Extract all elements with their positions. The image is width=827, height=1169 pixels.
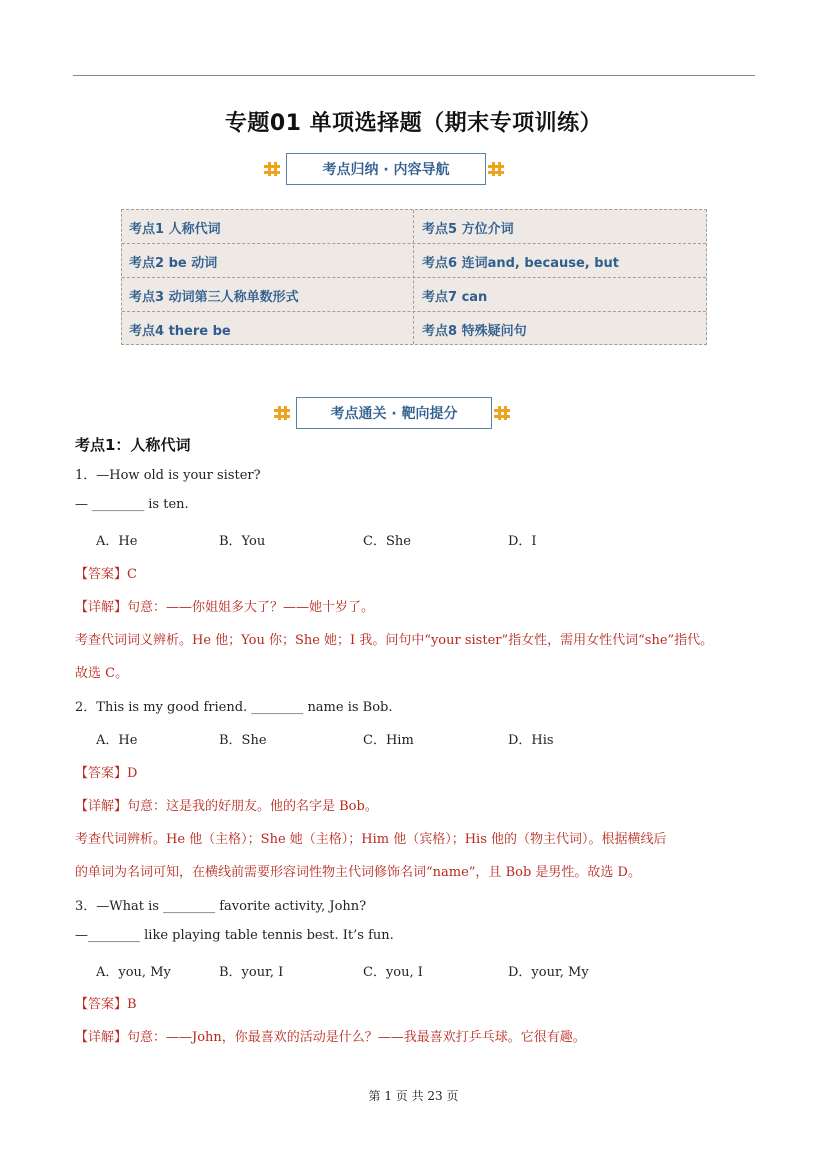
- explanation: 的单词为名词可知，在横线前需要形容词性物主代词修饰名词“name”，且 Bob 是男性。故选 D。: [75, 865, 641, 880]
- nav-item[interactable]: 考点4 there be: [129, 323, 231, 339]
- question-2-stem: 2．This is my good friend. ________ name is Bob.: [75, 700, 393, 715]
- banner-right-ornament-icon: [488, 162, 504, 176]
- nav-item[interactable]: 考点2 be 动词: [129, 255, 218, 271]
- answer: 【答案】D: [75, 766, 138, 781]
- banner-left-ornament-icon: [264, 162, 280, 176]
- option-a: A．He: [96, 733, 138, 748]
- explanation: 【详解】句意：——你姐姐多大了？——她十岁了。: [75, 600, 375, 615]
- option-b: B．your, I: [219, 965, 284, 980]
- nav-item[interactable]: 考点1 人称代词: [129, 221, 221, 237]
- content-navigation-table: [121, 209, 707, 345]
- nav-item[interactable]: 考点3 动词第三人称单数形式: [129, 289, 299, 305]
- section-heading: 考点1：人称代词: [75, 436, 191, 454]
- option-d: D．I: [508, 534, 537, 549]
- option-c: C．Him: [363, 733, 414, 748]
- option-a: A．you, My: [96, 965, 171, 980]
- practice-banner-text: 考点通关 · 靶向提分: [330, 406, 458, 422]
- question-3-line: —________ like playing table tennis best. It’s fun.: [75, 928, 394, 943]
- explanation: 故选 C。: [75, 666, 129, 681]
- option-c: C．She: [363, 534, 411, 549]
- nav-banner-text: 考点归纳 · 内容导航: [322, 162, 450, 178]
- option-b: B．You: [219, 534, 266, 549]
- option-d: D．His: [508, 733, 554, 748]
- explanation: 【详解】句意：——John，你最喜欢的活动是什么？——我最喜欢打乒乓球。它很有趣。: [75, 1030, 586, 1045]
- page-footer: 第 1 页 共 23 页: [368, 1089, 459, 1103]
- question-1-line: — ________ is ten.: [75, 497, 189, 512]
- nav-item[interactable]: 考点6 连词and, because, but: [422, 255, 620, 271]
- question-1-stem: 1．—How old is your sister?: [75, 468, 261, 483]
- banner-right-ornament-icon: [494, 406, 510, 420]
- option-a: A．He: [96, 534, 138, 549]
- nav-banner: [286, 153, 486, 185]
- explanation: 【详解】句意：这是我的好朋友。他的名字是 Bob。: [75, 799, 378, 814]
- banner-left-ornament-icon: [274, 406, 290, 420]
- page-title: 专题01 单项选择题（期末专项训练）: [224, 111, 603, 136]
- practice-banner: [296, 397, 492, 429]
- answer: 【答案】C: [75, 567, 137, 582]
- nav-item[interactable]: 考点8 特殊疑问句: [422, 323, 527, 339]
- question-3-stem: 3．—What is ________ favorite activity, John?: [75, 899, 367, 914]
- option-c: C．you, I: [363, 965, 423, 980]
- option-d: D．your, My: [508, 965, 589, 980]
- option-b: B．She: [219, 733, 267, 748]
- nav-item[interactable]: 考点7 can: [422, 289, 488, 305]
- header-rule: [73, 75, 755, 76]
- explanation: 考查代词词义辨析。He 他；You 你；She 她；I 我。问句中“your sister”指女性，需用女性代词“she”指代。: [75, 633, 714, 648]
- explanation: 考查代词辨析。He 他（主格）；She 她（主格）；Him 他（宾格）；His 他的（物主代词）。根据横线后: [75, 832, 667, 847]
- answer: 【答案】B: [75, 997, 137, 1012]
- nav-item[interactable]: 考点5 方位介词: [422, 221, 514, 237]
